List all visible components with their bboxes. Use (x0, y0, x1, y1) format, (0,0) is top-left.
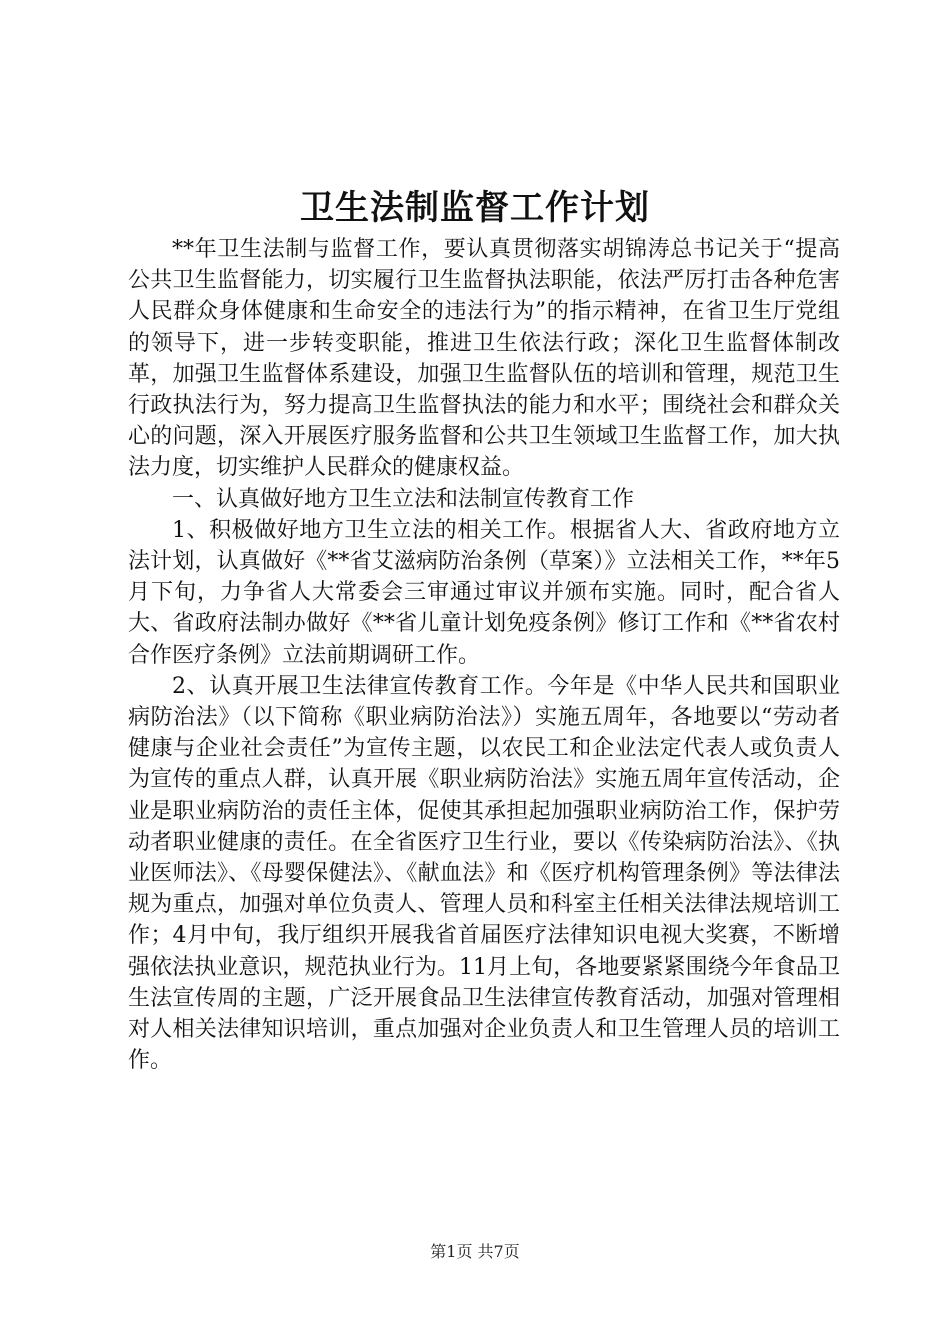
document-title: 卫生法制监督工作计划 (300, 188, 650, 228)
page-number-footer: 第1页 共7页 (430, 1242, 520, 1261)
item-2-paragraph: 2、认真开展卫生法律宣传教育工作。今年是《中华人民共和国职业病防治法》（以下简称《职业病防治法》）实施五周年，各地要以“劳动者健康与企业社会责任”为宣传主题，以农民工和企业法定代表人或负责人为宣传的重点人群，认真开展《职业病防治法》实施五周年宣传活动，企业是职业病防治的责任主体，促使其承担起加强职业病防治工作，保护劳动者职业健康的责任。在全省医疗卫生行业，要以《传染病防治法》、《执业医师法》、《母婴保健法》、《献血法》和《医疗机构管理条例》等法律法规为重点，加强对单位负责人、管理人员和科室主任相关法律法规培训工作；4月中旬，我厅组织开展我省首届医疗法律知识电视大奖赛，不断增强依法执业意识，规范执业行为。11月上旬，各地要紧紧围绕今年食品卫生法宣传周的主题，广泛开展食品卫生法律宣传教育活动，加强对管理相对人相关法律知识培训，重点加强对企业负责人和卫生管理人员的培训工作。 (128, 673, 840, 1074)
item-1-paragraph: 1、积极做好地方卫生立法的相关工作。根据省人大、省政府地方立法计划，认真做好《**省艾滋病防治条例（草案）》立法相关工作，**年5月下旬，力争省人大常委会三审通过审议并颁布实施。同时，配合省人大、省政府法制办做好《**省儿童计划免疫条例》修订工作和《**省农村合作医疗条例》立法前期调研工作。 (128, 517, 840, 668)
document-body (128, 234, 840, 1076)
section-heading: 一、认真做好地方卫生立法和法制宣传教育工作 (172, 486, 635, 512)
intro-paragraph: **年卫生法制与监督工作，要认真贯彻落实胡锦涛总书记关于“提高公共卫生监督能力，切实履行卫生监督执法职能，依法严厉打击各种危害人民群众身体健康和生命安全的违法行为”的指示精神，在省卫生厅党组的领导下，进一步转变职能，推进卫生依法行政；深化卫生监督体制改革，加强卫生监督体系建设，加强卫生监督队伍的培训和管理，规范卫生行政执法行为，努力提高卫生监督执法的能力和水平；围绕社会和群众关心的问题，深入开展医疗服务监督和公共卫生领域卫生监督工作，加大执法力度，切实维护人民群众的健康权益。 (128, 237, 840, 481)
